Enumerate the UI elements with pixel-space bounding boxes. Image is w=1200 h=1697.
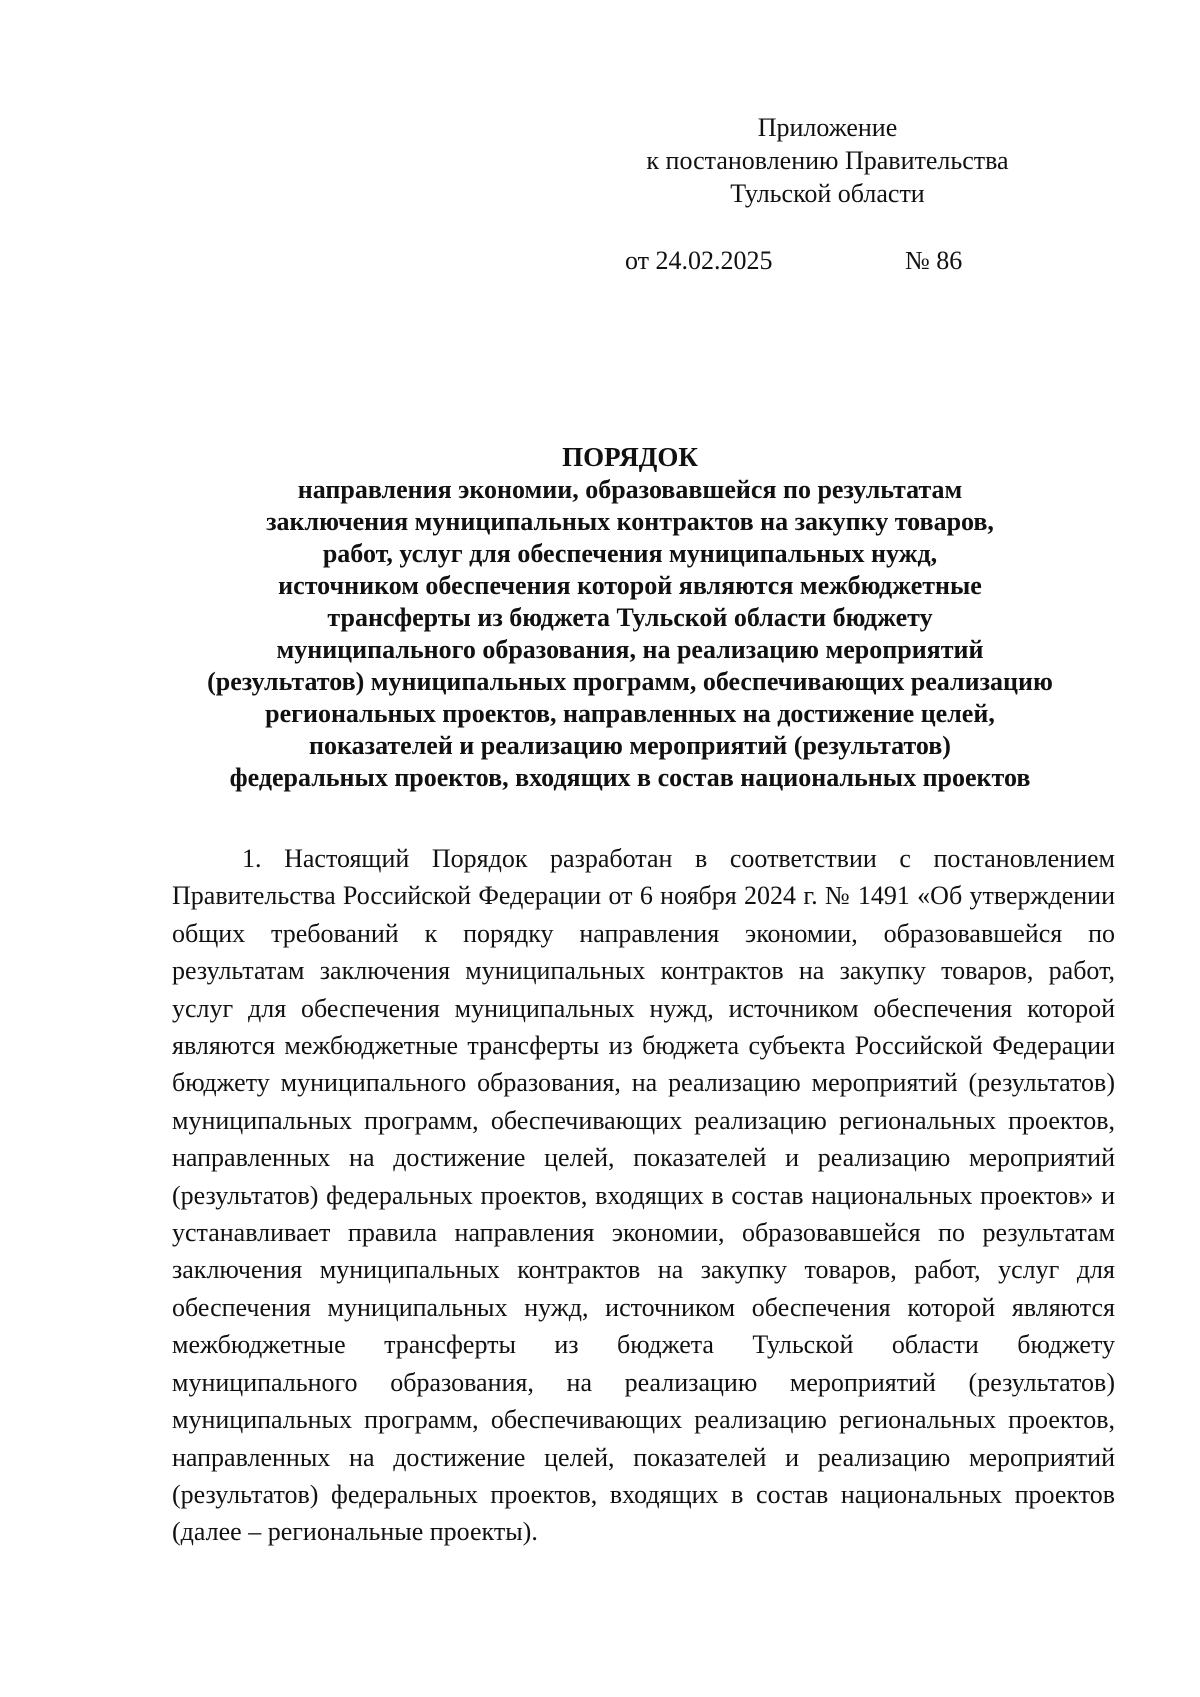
title-line: заключения муниципальных контрактов на закупку товаров, (266, 507, 994, 536)
title-line: работ, услуг для обеспечения муниципальных нужд, (322, 539, 938, 568)
title-line: трансферты из бюджета Тульской области бюджету (327, 603, 933, 632)
appendix-header (600, 111, 1055, 210)
title-line: направления экономии, образовавшейся по результатам (297, 475, 963, 504)
decree-number: № 86 (905, 246, 963, 275)
appendix-region: Тульской области (730, 179, 925, 208)
title-main: ПОРЯДОК (562, 442, 698, 472)
title-line: (результатов) муниципальных программ, обеспечивающих реализацию (207, 667, 1053, 696)
paragraph-1: 1. Настоящий Порядок разработан в соответствии с постановлением Правительства Российской Федерации от 6 ноября 2024 г. № 1491 «Об утверждении общих требований к порядку направления экономии, образовавшейся по результатам заключения муниципальных контрактов на закупку товаров, работ, услуг для обеспечения муниципальных нужд, источником обеспечения которой являются межбюджетные трансферты из бюджета субъекта Российской Федерации бюджету муниципального образования, на реализацию мероприятий (результатов) муниципальных программ, обеспечивающих реализацию региональных проектов, направленных на достижение целей, показателей и реализацию мероприятий (результатов) федеральных проектов, входящих в состав национальных проектов» и устанавливает правила направления экономии, образовавшейся по результатам заключения муниципальных контрактов на закупку товаров, работ, услуг для обеспечения муниципальных нужд, источником обеспечения которой являются межбюджетные трансферты из бюджета Тульской области бюджету муниципального образования, на реализацию мероприятий (результатов) муниципальных программ, обеспечивающих реализацию региональных проектов, направленных на достижение целей, показателей и реализацию мероприятий (результатов) федеральных проектов, входящих в состав национальных проектов (далее – региональные проекты). (172, 844, 1115, 1547)
decree-date: от 24.02.2025 (625, 246, 773, 275)
appendix-decree-ref: к постановлению Правительства (646, 146, 1009, 175)
title-line: федеральных проектов, входящих в состав национальных проектов (229, 763, 1031, 792)
appendix-label: Приложение (757, 113, 898, 142)
title-line: муниципального образования, на реализацию мероприятий (276, 635, 984, 664)
title-line: источником обеспечения которой являются межбюджетные (278, 571, 982, 600)
document-title (120, 440, 1140, 794)
title-line: показателей и реализацию мероприятий (результатов) (309, 731, 951, 760)
title-line: региональных проектов, направленных на достижение целей, (265, 699, 995, 728)
